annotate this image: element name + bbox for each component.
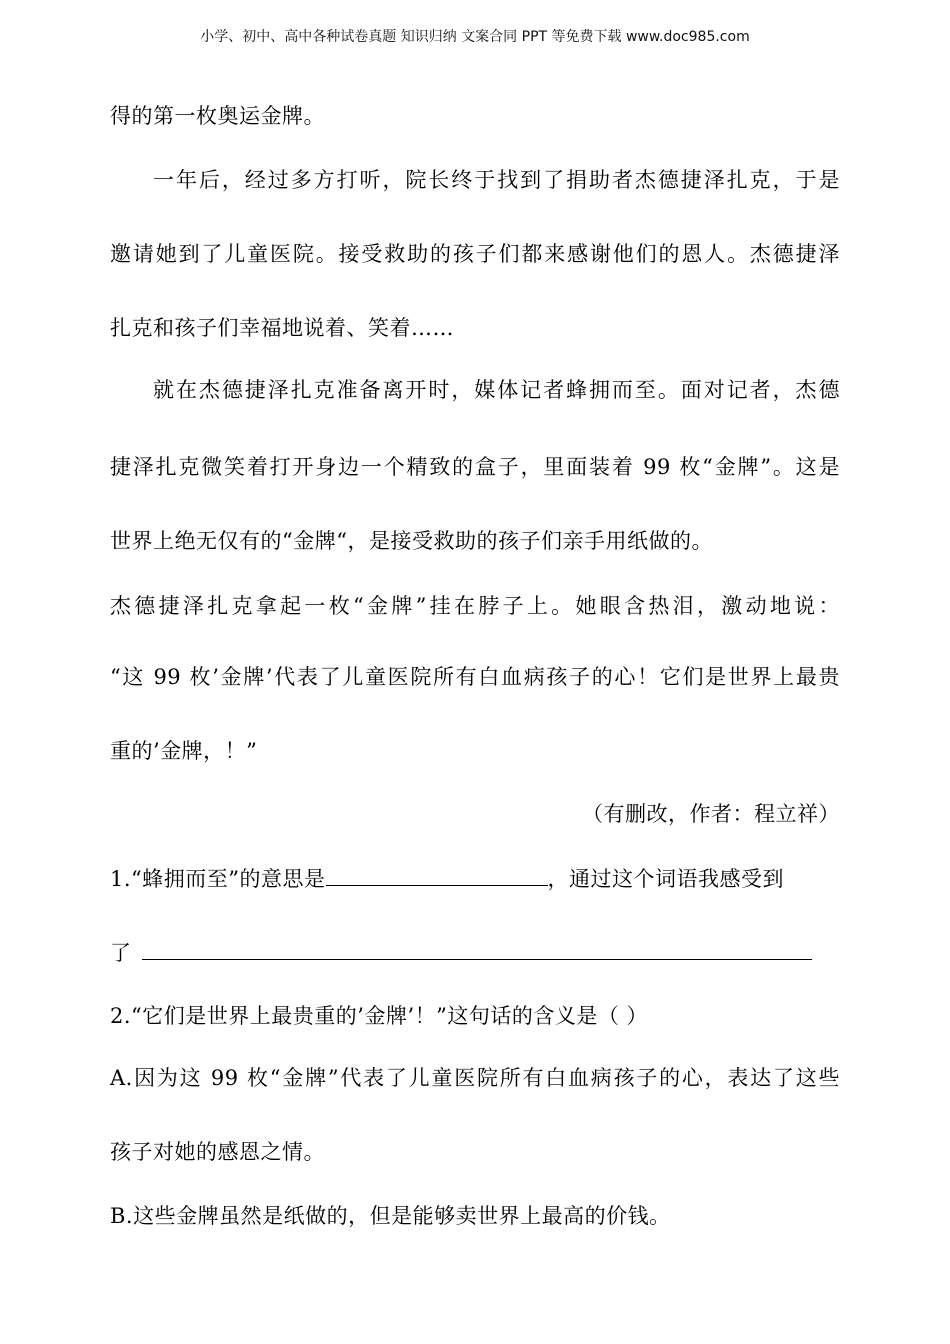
question-1-line-2 [110, 937, 812, 968]
answer-blank-1[interactable] [326, 863, 548, 886]
story-line-4: 扎克和孩子们幸福地说着、笑着…… [110, 316, 454, 340]
page-header: 小学、初中、高中各种试卷真题 知识归纳 文案合同 PPT 等免费下载 www.doc985.com [200, 29, 750, 45]
story-line-1: 得的第一枚奥运金牌。 [110, 104, 325, 128]
story-line-5: 就在杰德捷泽扎克准备离开时，媒体记者蜂拥而至。面对记者，杰德 [153, 378, 840, 402]
question-2-option-b[interactable]: B.这些金牌虽然是纸做的，但是能够卖世界上最高的价钱。 [110, 1204, 671, 1228]
answer-blank-2[interactable] [142, 937, 812, 960]
question-2-option-a[interactable]: A.因为这 99 枚“金牌”代表了儿童医院所有白血病孩子的心，表达了这些 [110, 1066, 840, 1090]
question-1-prompt-end: 了 [110, 941, 132, 965]
story-line-8: 杰德捷泽扎克拿起一枚“金牌”挂在脖子上。她眼含热泪，激动地说： [110, 594, 840, 618]
story-line-7: 世界上绝无仅有的“金牌“，是接受救助的孩子们亲手用纸做的。 [110, 529, 713, 553]
story-line-6: 捷泽扎克微笑着打开身边一个精致的盒子，里面装着 99 枚“金牌”。这是 [110, 455, 840, 479]
story-line-9: “这 99 枚’金牌’代表了儿童医院所有白血病孩子的心！它们是世界上最贵 [110, 665, 840, 689]
question-1-prompt: 1.“蜂拥而至”的意思是 [110, 867, 326, 891]
story-line-3: 邀请她到了儿童医院。接受救助的孩子们都来感谢他们的恩人。杰德捷泽 [110, 242, 840, 266]
question-2-option-a-cont: 孩子对她的感恩之情。 [110, 1140, 325, 1164]
story-line-10: 重的’金牌，！” [110, 739, 258, 763]
story-line-2: 一年后，经过多方打听，院长终于找到了捐助者杰德捷泽扎克，于是 [153, 168, 840, 192]
question-2-stem: 2.“它们是世界上最贵重的’金牌’！”这句话的含义是（ ） [110, 1004, 649, 1028]
question-1-line-1 [110, 863, 784, 894]
question-1-prompt-cont: ，通过这个词语我感受到 [547, 867, 785, 891]
source-attribution: （有删改，作者：程立祥） [582, 802, 840, 826]
